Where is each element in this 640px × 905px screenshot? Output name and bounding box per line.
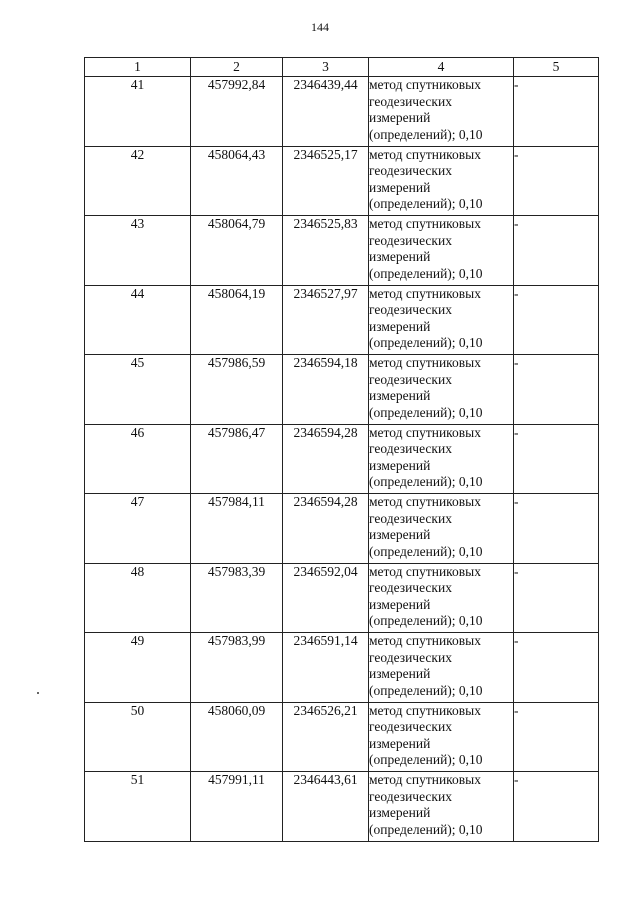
method-text-line: геодезических xyxy=(369,232,452,248)
table-row xyxy=(85,216,599,286)
method-text-line: измерений xyxy=(369,249,431,264)
method-text-line: (определений); 0,10 xyxy=(369,613,483,628)
table-row xyxy=(85,77,599,147)
page-number: 144 xyxy=(311,20,329,34)
point-number-cell: 48 xyxy=(85,563,191,633)
method-text-line: метод спутниковых xyxy=(369,424,481,440)
method-cell xyxy=(369,355,514,425)
point-number-cell: 50 xyxy=(85,702,191,772)
note-cell: - xyxy=(514,772,599,842)
note-cell: - xyxy=(514,494,599,564)
method-text-line: геодезических xyxy=(369,510,452,526)
method-text-line: измерений xyxy=(369,666,431,681)
method-text-line: метод спутниковых xyxy=(369,285,481,301)
method-text-line: геодезических xyxy=(369,719,452,734)
method-cell xyxy=(369,772,514,842)
y-coordinate-cell: 2346594,18 xyxy=(283,355,369,425)
y-coordinate-cell: 2346592,04 xyxy=(283,563,369,633)
x-coordinate-cell: 457986,47 xyxy=(191,424,283,494)
table-body xyxy=(85,77,599,842)
point-number-cell: 43 xyxy=(85,216,191,286)
x-coordinate-cell: 458064,19 xyxy=(191,285,283,355)
column-header-2: 2 xyxy=(191,58,283,77)
note-cell: - xyxy=(514,285,599,355)
method-text-line: (определений); 0,10 xyxy=(369,543,483,559)
point-number-cell: 45 xyxy=(85,355,191,425)
method-text-line: геодезических xyxy=(369,163,452,178)
point-number-cell: 42 xyxy=(85,146,191,216)
method-text-line: (определений); 0,10 xyxy=(369,335,483,350)
note-cell: - xyxy=(514,146,599,216)
method-cell xyxy=(369,285,514,355)
y-coordinate-cell: 2346591,14 xyxy=(283,633,369,703)
table-row xyxy=(85,633,599,703)
point-number-cell: 44 xyxy=(85,285,191,355)
method-text-line: метод спутниковых xyxy=(369,494,481,509)
x-coordinate-cell: 457983,99 xyxy=(191,633,283,703)
x-coordinate-cell: 457984,11 xyxy=(191,494,283,564)
method-text-line: метод спутниковых xyxy=(369,146,481,162)
table-row xyxy=(85,424,599,494)
note-cell: - xyxy=(514,633,599,703)
method-text-line: измерений xyxy=(369,596,431,612)
x-coordinate-cell: 457992,84 xyxy=(191,77,283,147)
note-cell: - xyxy=(514,702,599,772)
column-header-1: 1 xyxy=(85,58,191,77)
x-coordinate-cell: 457986,59 xyxy=(191,355,283,425)
x-coordinate-cell: 458064,43 xyxy=(191,146,283,216)
method-text-line: геодезических xyxy=(369,580,452,595)
y-coordinate-cell: 2346525,83 xyxy=(283,216,369,286)
method-text-line: метод спутниковых xyxy=(369,77,481,92)
note-cell: - xyxy=(514,77,599,147)
point-number-cell: 46 xyxy=(85,424,191,494)
method-text-line: (определений); 0,10 xyxy=(369,474,483,489)
table-row xyxy=(85,772,599,842)
note-cell: - xyxy=(514,563,599,633)
point-number-cell: 47 xyxy=(85,494,191,564)
y-coordinate-cell: 2346439,44 xyxy=(283,77,369,147)
method-text-line: метод спутниковых xyxy=(369,216,481,231)
table-row xyxy=(85,355,599,425)
method-cell xyxy=(369,633,514,703)
x-coordinate-cell: 457991,11 xyxy=(191,772,283,842)
method-cell xyxy=(369,424,514,494)
table-row xyxy=(85,285,599,355)
y-coordinate-cell: 2346443,61 xyxy=(283,772,369,842)
method-text-line: измерений xyxy=(369,318,431,334)
table-row xyxy=(85,146,599,216)
point-number-cell: 51 xyxy=(85,772,191,842)
x-coordinate-cell: 458064,79 xyxy=(191,216,283,286)
method-text-line: (определений); 0,10 xyxy=(369,821,483,837)
method-text-line: (определений); 0,10 xyxy=(369,196,483,211)
note-cell: - xyxy=(514,216,599,286)
method-text-line: (определений); 0,10 xyxy=(369,752,483,767)
method-text-line: метод спутниковых xyxy=(369,633,481,648)
y-coordinate-cell: 2346526,21 xyxy=(283,702,369,772)
table-header-row xyxy=(85,58,599,77)
method-text-line: геодезических xyxy=(369,93,452,109)
method-text-line: измерений xyxy=(369,457,431,473)
method-text-line: геодезических xyxy=(369,371,452,387)
method-text-line: геодезических xyxy=(369,649,452,665)
table-row xyxy=(85,563,599,633)
method-cell xyxy=(369,494,514,564)
method-text-line: измерений xyxy=(369,388,431,403)
column-header-3: 3 xyxy=(283,58,369,77)
y-coordinate-cell: 2346594,28 xyxy=(283,424,369,494)
method-text-line: измерений xyxy=(369,805,431,820)
method-text-line: метод спутниковых xyxy=(369,772,481,787)
table-row xyxy=(85,702,599,772)
method-text-line: (определений); 0,10 xyxy=(369,265,483,281)
method-text-line: геодезических xyxy=(369,788,452,804)
method-text-line: измерений xyxy=(369,179,431,195)
point-number-cell: 41 xyxy=(85,77,191,147)
method-cell xyxy=(369,216,514,286)
method-text-line: геодезических xyxy=(369,302,452,317)
method-text-line: измерений xyxy=(369,527,431,542)
y-coordinate-cell: 2346594,28 xyxy=(283,494,369,564)
method-cell xyxy=(369,146,514,216)
y-coordinate-cell: 2346525,17 xyxy=(283,146,369,216)
coordinates-table xyxy=(84,57,599,842)
table-row xyxy=(85,494,599,564)
method-text-line: метод спутниковых xyxy=(369,702,481,718)
scan-speck xyxy=(37,692,39,694)
column-header-5: 5 xyxy=(514,58,599,77)
method-text-line: геодезических xyxy=(369,441,452,456)
method-text-line: метод спутниковых xyxy=(369,355,481,370)
method-text-line: (определений); 0,10 xyxy=(369,404,483,420)
method-text-line: измерений xyxy=(369,735,431,751)
method-text-line: измерений xyxy=(369,110,431,125)
method-cell xyxy=(369,563,514,633)
method-text-line: (определений); 0,10 xyxy=(369,126,483,142)
note-cell: - xyxy=(514,355,599,425)
x-coordinate-cell: 457983,39 xyxy=(191,563,283,633)
point-number-cell: 49 xyxy=(85,633,191,703)
method-text-line: (определений); 0,10 xyxy=(369,682,483,698)
y-coordinate-cell: 2346527,97 xyxy=(283,285,369,355)
note-cell: - xyxy=(514,424,599,494)
column-header-4: 4 xyxy=(369,58,514,77)
method-cell xyxy=(369,702,514,772)
method-cell xyxy=(369,77,514,147)
x-coordinate-cell: 458060,09 xyxy=(191,702,283,772)
method-text-line: метод спутниковых xyxy=(369,563,481,579)
